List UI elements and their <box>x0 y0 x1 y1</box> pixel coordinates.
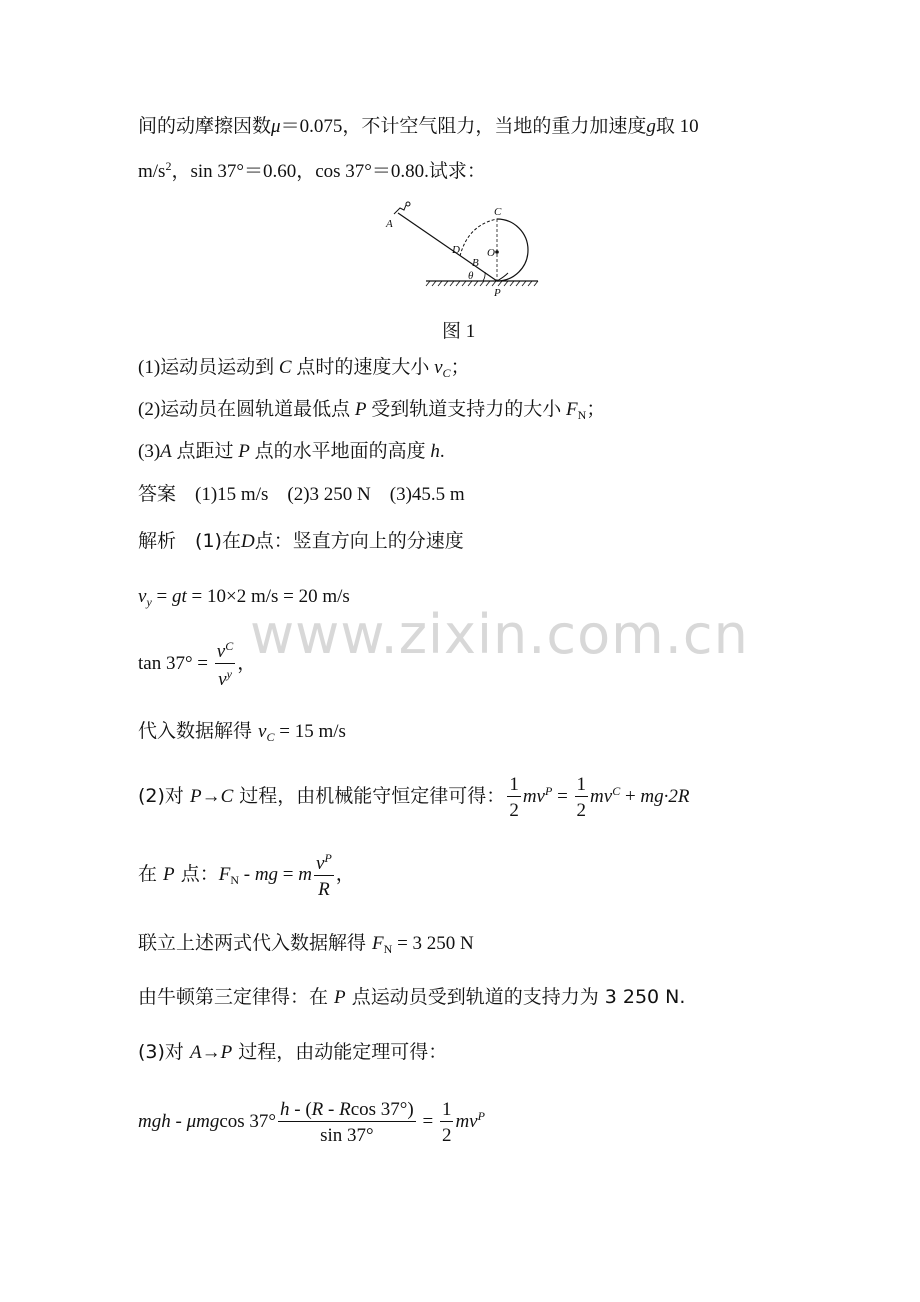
circular-track <box>497 219 528 281</box>
question-1: (1)运动员运动到 C 点时的速度大小 $v_C$； <box>138 357 470 380</box>
eq-energy: (2)对 P→C 过程，由机械能守恒定律可得： $\frac{1}{2}$ $mv^P$ = $\frac{1}{2}$ $mv^C + mg\cdot 2R$ <box>138 774 690 821</box>
ground-hatch <box>426 281 538 286</box>
problem-line-1: 间的动摩擦因数μ＝0.075，不计空气阻力，当地的重力加速度g取 10 <box>138 116 699 137</box>
problem-line-2: $m/s^2$，sin 37°＝0.60，cos 37°＝0.80.试求： <box>138 159 486 182</box>
question-2: (2)运动员在圆轨道最低点 P 受到轨道支持力的大小 $F_N$； <box>138 399 606 422</box>
question-3: (3)A 点距过 P 点的水平地面的高度 h. <box>138 441 445 462</box>
label-B: B <box>472 257 479 269</box>
watermark: www.zixin.com.cn <box>250 603 749 666</box>
newton-line: 由牛顿第三定律得：在 P 点运动员受到轨道的支持力为 3 250 N. <box>138 986 686 1008</box>
eq-vy: $v_y$ = gt = 10×2 m/s = 20 m/s <box>138 586 350 609</box>
figure-caption: 图 1 <box>442 321 476 342</box>
eq-vc: 代入数据解得 $v_C = 15$ m/s <box>138 720 346 744</box>
label-A: A <box>386 218 393 230</box>
track-diagram <box>380 195 550 300</box>
label-C: C <box>494 206 502 218</box>
eq-at-p: 在 P 点：$F_N$ - mg = m $\frac{v^P}{R}$ ， <box>138 851 355 900</box>
label-P: P <box>494 287 501 299</box>
label-theta: θ <box>468 270 474 282</box>
skier-icon <box>394 205 406 214</box>
q3-analysis-title: (3)对 A→P 过程，由动能定理可得： <box>138 1041 448 1063</box>
answer-line <box>138 485 465 504</box>
center-point <box>495 250 499 254</box>
eq-final: mgh - μmgcos 37° $\frac{h - (R - Rcos 37^\circ)}{\sin 37^\circ}$ = $\frac{1}{2}$ $mv^P$ <box>138 1099 485 1146</box>
eq-tan: tan 37° = $\frac{v^C}{v^y}$ ， <box>138 639 257 690</box>
answer-text: (1)15 m/s (2)3 250 N (3)45.5 m <box>195 484 465 505</box>
fraction-tan: $\frac{v^C}{v^y}$ <box>216 639 234 690</box>
answer-label: 答案 <box>138 483 177 505</box>
label-D: D <box>452 244 460 256</box>
eq-fn: 联立上述两式代入数据解得 $F_N = 3$ 250 N <box>138 932 474 956</box>
theta-arc <box>483 272 485 281</box>
analysis-title: 解析 (1)在D点：竖直方向上的分速度 <box>138 530 464 552</box>
fraction-final: $\frac{h - (R - Rcos 37^\circ)}{\sin 37^\circ}$ <box>280 1099 414 1146</box>
label-O: O <box>487 247 495 259</box>
incline-track <box>398 213 497 281</box>
